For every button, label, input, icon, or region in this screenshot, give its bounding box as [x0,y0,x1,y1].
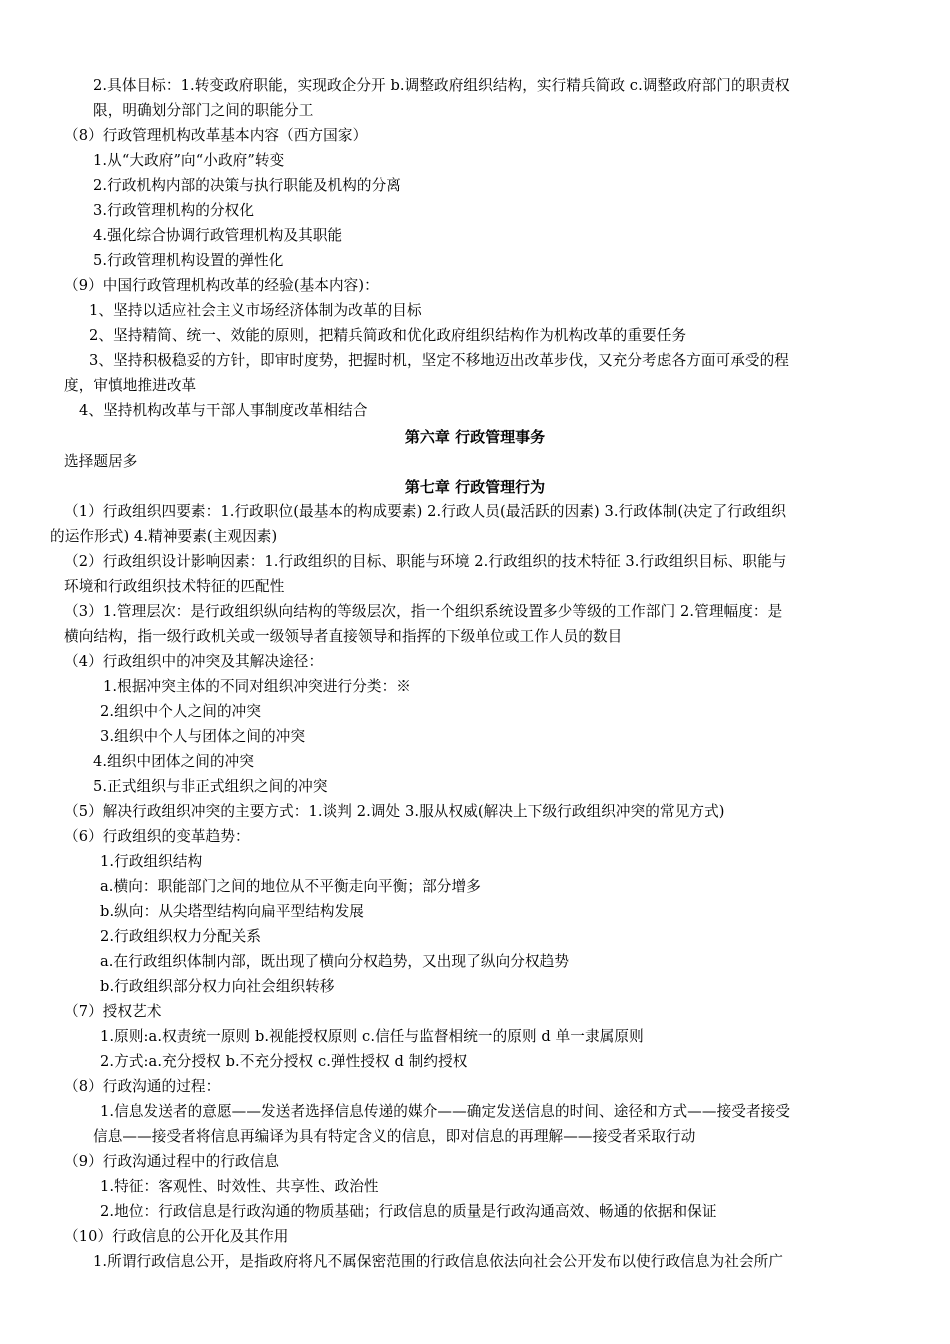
text-line: a.横向：职能部门之间的地位从不平衡走向平衡；部分增多 [100,878,481,895]
text-line: 2.组织中个人之间的冲突 [100,703,262,720]
text-line: 1.信息发送者的意愿——发送者选择信息传递的媒介——确定发送信息的时间、途径和方式——接受者接受 [100,1103,791,1120]
text-line: （1）行政组织四要素：1.行政职位(最基本的构成要素) 2.行政人员(最活跃的因素) 3.行政体制(决定了行政组织 [64,503,787,520]
text-line: 2.行政组织权力分配关系 [100,928,262,945]
text-line: 3.组织中个人与团体之间的冲突 [100,728,306,745]
text-line: 1.行政组织结构 [100,853,203,870]
text-line: 1.原则:a.权责统一原则 b.视能授权原则 c.信任与监督相统一的原则 d 单一隶属原则 [100,1028,644,1045]
text-line: （2）行政组织设计影响因素：1.行政组织的目标、职能与环境 2.行政组织的技术特征 3.行政组织目标、职能与 [64,553,787,570]
text-line: 1、坚持以适应社会主义市场经济体制为改革的目标 [89,302,422,319]
text-line: 限，明确划分部门之间的职能分工 [93,102,314,119]
text-line: （8）行政沟通的过程： [64,1078,221,1095]
text-line: （5）解决行政组织冲突的主要方式：1.谈判 2.调处 3.服从权威(解决上下级行政组织冲突的常见方式) [64,803,725,820]
text-line: （3）1.管理层次：是行政组织纵向结构的等级层次，指一个组织系统设置多少等级的工作部门 2.管理幅度：是 [64,603,783,620]
chapter-7-title: 第七章 行政管理行为 [404,478,546,496]
text-line: 1.所谓行政信息公开，是指政府将凡不属保密范围的行政信息依法向社会公开发布以使行政信息为社会所广 [93,1253,784,1270]
text-line: 2.地位：行政信息是行政沟通的物质基础；行政信息的质量是行政沟通高效、畅通的依据和保证 [100,1203,717,1220]
text-line: 度，审慎地推进改革 [64,377,197,394]
text-line: 2.具体目标：1.转变政府职能，实现政企分开 b.调整政府组织结构，实行精兵简政 c.调整政府部门的职责权 [93,77,790,94]
chapter-6-title: 第六章 行政管理事务 [404,428,546,446]
text-line: 3、坚持积极稳妥的方针，即审时度势，把握时机，坚定不移地迈出改革步伐，又充分考虑各方面可承受的程 [89,352,789,369]
text-line: 4.组织中团体之间的冲突 [93,753,255,770]
text-line: 2、坚持精简、统一、效能的原则，把精兵简政和优化政府组织结构作为机构改革的重要任务 [89,327,687,344]
text-line: 1.根据冲突主体的不同对组织冲突进行分类：※ [103,678,412,695]
text-line: 3.行政管理机构的分权化 [93,202,255,219]
text-line: （4）行政组织中的冲突及其解决途径： [64,653,324,670]
text-line: b.纵向：从尖塔型结构向扁平型结构发展 [100,903,364,920]
text-line: 2.行政机构内部的决策与执行职能及机构的分离 [93,177,402,194]
text-line: （9）中国行政管理机构改革的经验(基本内容)： [64,277,379,294]
text-line: 1.从“大政府”向“小政府”转变 [93,152,285,169]
text-line: 的运作形式) 4.精神要素(主观因素) [50,528,278,545]
text-line: （7）授权艺术 [64,1003,162,1020]
text-line: （9）行政沟通过程中的行政信息 [64,1153,280,1170]
text-line: 环境和行政组织技术特征的匹配性 [64,578,285,595]
chapter-6-note: 选择题居多 [64,453,138,470]
text-line: 1.特征：客观性、时效性、共享性、政治性 [100,1178,379,1195]
text-line: 信息——接受者将信息再编译为具有特定含义的信息，即对信息的再理解——接受者采取行动 [93,1128,696,1145]
text-line: 4、坚持机构改革与干部人事制度改革相结合 [79,402,368,419]
text-line: 5.正式组织与非正式组织之间的冲突 [93,778,328,795]
text-line: （10）行政信息的公开化及其作用 [64,1228,289,1245]
text-line: 2.方式:a.充分授权 b.不充分授权 c.弹性授权 d 制约授权 [100,1053,468,1070]
text-line: 5.行政管理机构设置的弹性化 [93,252,284,269]
text-line: （6）行政组织的变革趋势： [64,828,250,845]
text-line: b.行政组织部分权力向社会组织转移 [100,978,335,995]
text-line: a.在行政组织体制内部，既出现了横向分权趋势，又出现了纵向分权趋势 [100,953,570,970]
text-line: 4.强化综合协调行政管理机构及其职能 [93,227,343,244]
text-line: （8）行政管理机构改革基本内容（西方国家） [64,127,368,144]
text-line: 横向结构，指一级行政机关或一级领导者直接领导和指挥的下级单位或工作人员的数目 [64,628,623,645]
